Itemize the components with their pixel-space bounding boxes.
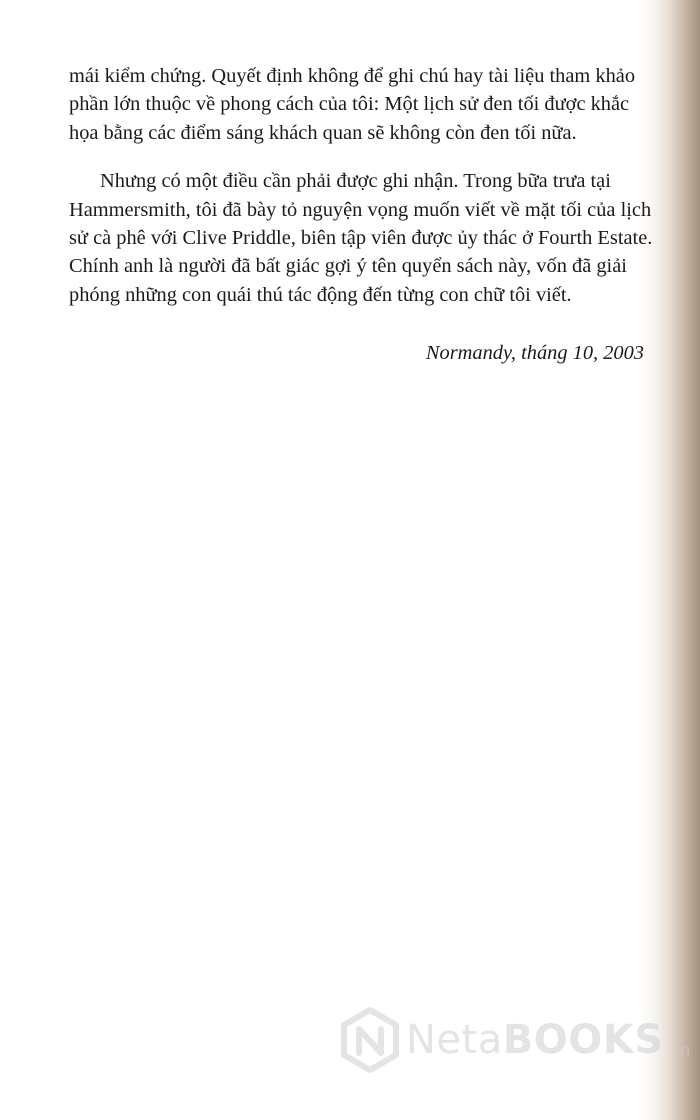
paragraph-2-line-4: Chính anh là người đã bất giác gợi ý tên quyển sách này, vốn đã giải bbox=[69, 255, 627, 278]
paragraph-2 bbox=[69, 167, 653, 309]
body-text bbox=[69, 62, 653, 309]
watermark-domain-suffix: .vn bbox=[665, 1040, 691, 1059]
paragraph-2-line-5: phóng những con quái thú tác động đến từng con chữ tôi viết. bbox=[69, 283, 572, 306]
paragraph-1-line-3: họa bằng các điểm sáng khách quan sẽ không còn đen tối nữa. bbox=[69, 121, 577, 144]
paragraph-1 bbox=[69, 62, 647, 147]
watermark-brand bbox=[406, 1017, 664, 1063]
netabooks-logo-icon bbox=[340, 1007, 400, 1073]
place-date-signature: Normandy, tháng 10, 2003 bbox=[425, 342, 644, 364]
paragraph-gap bbox=[69, 147, 647, 167]
paragraph-1-line-1: mái kiểm chứng. Quyết định không để ghi chú hay tài liệu tham khảo bbox=[69, 65, 636, 87]
watermark-brand-prefix: Neta bbox=[406, 1017, 503, 1063]
watermark-brand-main: BOOKS bbox=[502, 1017, 664, 1063]
netabooks-watermark bbox=[340, 1005, 690, 1075]
paragraph-2-line-3: sử cà phê với Clive Priddle, biên tập viên được ủy thác ở Fourth Estate. bbox=[69, 227, 653, 250]
paragraph-1-line-2: phần lớn thuộc về phong cách của tôi: Một lịch sử đen tối được khắc bbox=[69, 93, 630, 116]
paragraph-2-line-1: Nhưng có một điều cần phải được ghi nhận. Trong bữa trưa tại bbox=[100, 170, 611, 193]
paragraph-2-line-2: Hammersmith, tôi đã bày tỏ nguyện vọng muốn viết về mặt tối của lịch bbox=[69, 198, 652, 221]
